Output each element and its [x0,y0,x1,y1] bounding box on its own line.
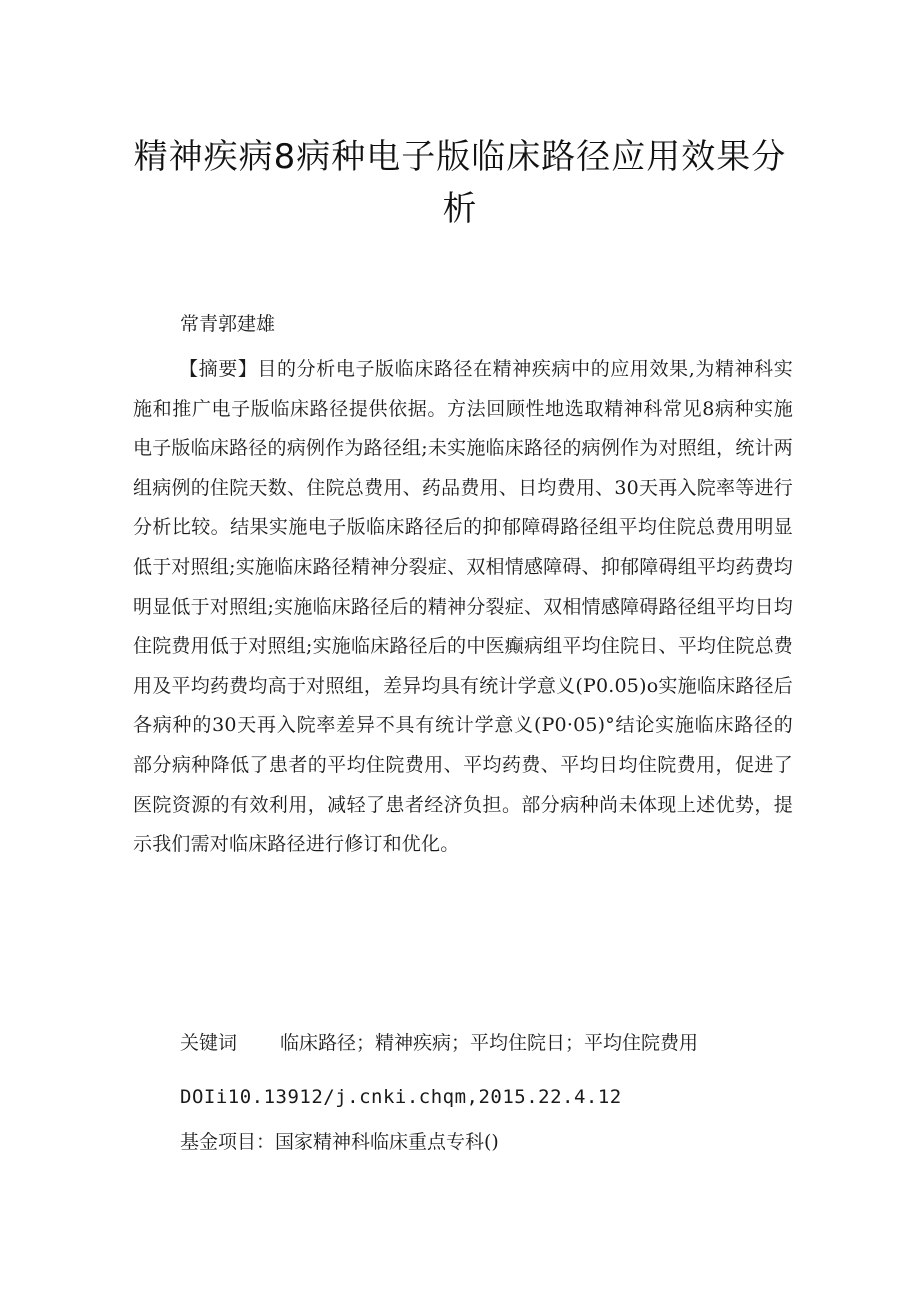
keywords-value: 临床路径；精神疾病；平均住院日；平均住院费用 [280,1032,699,1054]
paper-title: 精神疾病8病种电子版临床路径应用效果分析 [133,136,787,229]
author-line: 常青郭建雄 [180,313,276,335]
abstract-paragraph: 【摘要】目的分析电子版临床路径在精神疾病中的应用效果,为精神科实施和推广电子版临床路径提供依据。方法回顾性地选取精神科常见8病种实施电子版临床路径的病例作为路径组;未实施临床路径的病例作为对照组，统计两组病例的住院天数、住院总费用、药品费用、日均费用、30天再入院率等进行分析比较。结果实施电子版临床路径后的抑郁障碍路径组平均住院总费用明显低于对照组;实施临床路径精神分裂症、双相情感障碍、抑郁障碍组平均药费均明显低于对照组;实施临床路径后的精神分裂症、双相情感障碍路径组平均日均住院费用低于对照组;实施临床路径后的中医癫病组平均住院日、平均住院总费用及平均药费均高于对照组，差异均具有统计学意义(P0.05)o实施临床路径后各病种的30天再入院率差异不具有统计学意义(P0·05)°结论实施临床路径的部分病种降低了患者的平均住院费用、平均药费、平均日均住院费用，促进了医院资源的有效利用，减轻了患者经济负担。部分病种尚未体现上述优势，提示我们需对临床路径进行修订和优化。 [133,358,793,856]
keywords-label: 关键词 [180,1032,238,1054]
fund-line: 基金项目：国家精神科临床重点专科() [180,1131,499,1153]
doi-line: DOIi10.13912/j.cnki.chqm,2015.22.4.12 [180,1086,622,1108]
keywords-line [180,1030,698,1056]
